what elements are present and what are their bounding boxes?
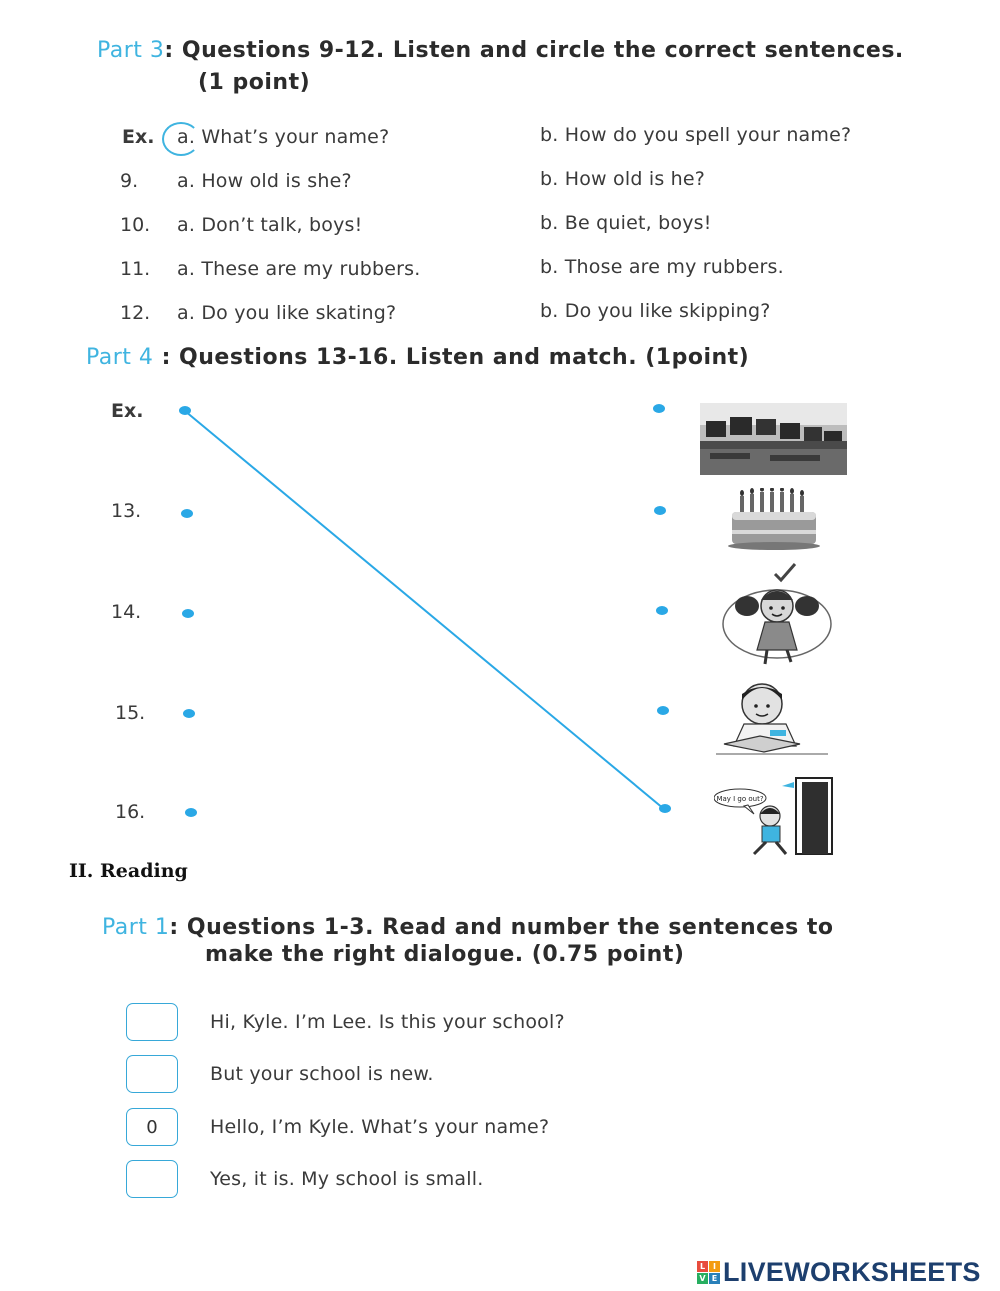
boy-reading-picture: [716, 680, 828, 760]
girl-skipping-picture: [717, 560, 837, 670]
order-box-3: 0: [126, 1108, 178, 1146]
part3-row-9-b[interactable]: b. How old is he?: [540, 168, 706, 190]
dialogue-line-2: But your school is new.: [210, 1063, 434, 1085]
part3-row-ex-number: Ex.: [122, 126, 155, 148]
part3-row-9-number: 9.: [120, 170, 139, 192]
birthday-cake-picture: [728, 488, 820, 550]
reading-part1-label: Part 1: [102, 915, 170, 940]
part3-row-10-a[interactable]: a. Don’t talk, boys!: [177, 214, 363, 236]
boy-leaving-picture: [714, 774, 838, 858]
part3-title-text: : Questions 9-12. Listen and circle the correct sentences.: [164, 38, 904, 63]
part4-number-15: 15.: [115, 702, 146, 724]
part3-row-12-number: 12.: [120, 302, 151, 324]
part4-number-ex: Ex.: [111, 400, 144, 422]
reading-part1-title-text: : Questions 1-3. Read and number the sentences to: [169, 915, 834, 940]
liveworksheets-logo: [697, 1257, 981, 1288]
order-box-1[interactable]: [126, 1003, 178, 1041]
part3-label: Part 3: [97, 38, 165, 63]
speech-bubble-text: May I go out?: [716, 795, 764, 803]
reading-part1-points: make the right dialogue. (0.75 point): [205, 942, 685, 967]
part4-number-16: 16.: [115, 801, 146, 823]
reading-heading: II. Reading: [69, 860, 188, 882]
part3-row-11-b[interactable]: b. Those are my rubbers.: [540, 256, 784, 278]
logo-badge-icon: L I V E: [697, 1261, 720, 1284]
part3-points: (1 point): [198, 70, 311, 95]
part3-row-9-a[interactable]: a. How old is she?: [177, 170, 352, 192]
part3-row-10-number: 10.: [120, 214, 151, 236]
part4-number-13: 13.: [111, 500, 142, 522]
part4-number-14: 14.: [111, 601, 142, 623]
part3-row-11-number: 11.: [120, 258, 151, 280]
part3-row-10-b[interactable]: b. Be quiet, boys!: [540, 212, 712, 234]
order-box-2[interactable]: [126, 1055, 178, 1093]
part4-label: Part 4: [86, 345, 154, 370]
part3-row-11-a[interactable]: a. These are my rubbers.: [177, 258, 421, 280]
computer-room-picture: [700, 403, 847, 475]
check-mark-icon: [775, 564, 795, 580]
part3-row-ex-a[interactable]: a. What’s your name?: [177, 126, 390, 148]
brand-name: LIVEWORKSHEETS: [723, 1257, 981, 1287]
dialogue-line-1: Hi, Kyle. I’m Lee. Is this your school?: [210, 1011, 565, 1033]
dialogue-line-3: Hello, I’m Kyle. What’s your name?: [210, 1116, 550, 1138]
part3-row-ex-b[interactable]: b. How do you spell your name?: [540, 124, 852, 146]
part3-row-12-a[interactable]: a. Do you like skating?: [177, 302, 397, 324]
part4-title-text: : Questions 13-16. Listen and match. (1point): [153, 345, 750, 370]
reading-part1-title: [102, 915, 833, 940]
dialogue-line-4: Yes, it is. My school is small.: [210, 1168, 484, 1190]
part3-row-12-b[interactable]: b. Do you like skipping?: [540, 300, 771, 322]
order-box-4[interactable]: [126, 1160, 178, 1198]
